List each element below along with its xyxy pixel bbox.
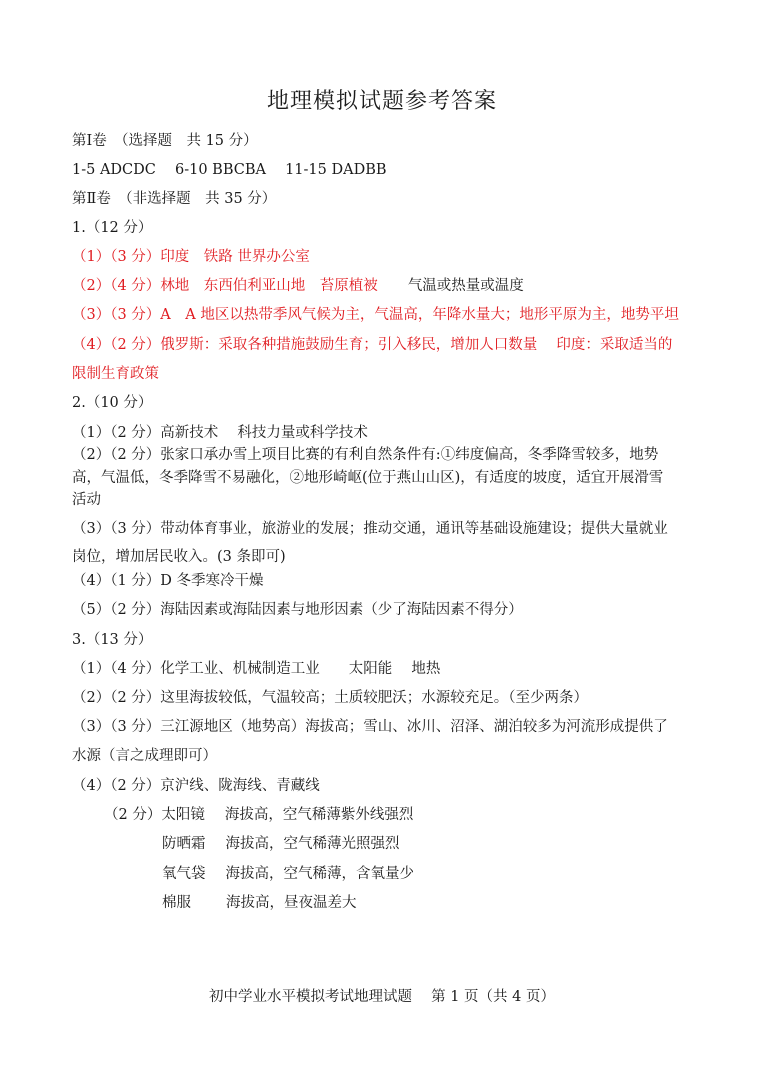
q1-answer-2-black: 气温或热量或温度	[407, 278, 524, 294]
q3-item-prefix: （2 分）	[104, 807, 162, 823]
q3-item-reason: 海拔高，空气稀薄，含氧量少	[225, 866, 414, 882]
q2-answer-4: （4）（1 分）D 冬季寒冷干燥	[72, 573, 264, 589]
part1-answers: 1-5 ADCDC 6-10 BBCBA 11-15 DADBB	[72, 162, 387, 178]
q1-answer-2-red: （2）（4 分）林地 东西伯利亚山地 苔原植被	[72, 278, 378, 294]
q3-item-row	[162, 835, 764, 854]
q2-answer-2-line1: （2）（2 分）张家口承办雪上项目比赛的有利自然条件有:①纬度偏高，冬季降雪较多，地势	[72, 447, 659, 463]
q3-answer-3-line1: （3）（3 分）三江源地区（地势高）海拔高；雪山、冰川、沼泽、湖泊较多为河流形成提供了	[72, 719, 668, 735]
q3-item-row	[104, 806, 740, 825]
q2-answer-5: （5）（2 分）海陆因素或海陆因素与地形因素（少了海陆因素不得分）	[72, 602, 523, 618]
page-title: 地理模拟试题参考答案	[266, 89, 497, 114]
q3-item-row	[162, 865, 764, 884]
q1-answer-1: （1）（3 分）印度 铁路 世界办公室	[72, 249, 310, 265]
q3-answer-2: （2）（2 分）这里海拔较低，气温较高；土质较肥沃；水源较充足。（至少两条）	[72, 690, 589, 706]
q3-item-reason: 海拔高，昼夜温差大	[226, 895, 357, 911]
q1-answer-3: （3）（3 分）A A 地区以热带季风气候为主，气温高，年降水量大；地形平原为主，地势平坦	[72, 307, 679, 323]
q2-answer-2-line2: 高，气温低，冬季降雪不易融化，②地形崎岖(位于燕山山区)，有适度的坡度，适宜开展滑雪	[72, 470, 664, 486]
page-footer: 初中学业水平模拟考试地理试题 第 1 页（共 4 页）	[209, 989, 555, 1005]
q3-item-name: 太阳镜	[161, 807, 205, 823]
q3-item-name: 防晒霜	[162, 836, 206, 852]
q3-answer-3-line2: 水源（言之成理即可）	[72, 748, 217, 764]
q2-answer-3-line2: 岗位，增加居民收入。(3 条即可)	[72, 549, 286, 565]
q1-header: 1.（12 分）	[72, 220, 153, 236]
q2-header: 2.（10 分）	[72, 395, 153, 411]
q3-answer-1: （1）（4 分）化学工业、机械制造工业 太阳能 地热	[72, 661, 441, 677]
q3-item-reason: 海拔高，空气稀薄紫外线强烈	[224, 807, 414, 823]
q3-item-name: 氧气袋	[162, 866, 206, 882]
q2-answer-1: （1）（2 分）高新技术 科技力量或科学技术	[72, 425, 368, 441]
q3-item-row	[162, 894, 764, 913]
q3-item-reason: 海拔高，空气稀薄光照强烈	[225, 836, 400, 852]
q3-header: 3.（13 分）	[72, 632, 153, 648]
q1-answer-4-line1: （4）（2 分）俄罗斯：采取各种措施鼓励生育；引入移民，增加人口数量 印度：采取适当的	[72, 337, 673, 353]
q2-answer-3-line1: （3）（3 分）带动体育事业，旅游业的发展；推动交通，通讯等基础设施建设；提供大量就业	[72, 521, 668, 537]
q2-answer-2-line3: 活动	[72, 492, 101, 508]
part2-header: 第Ⅱ卷 （非选择题 共 35 分）	[72, 191, 277, 207]
q1-answer-2	[72, 277, 708, 296]
part1-header: 第Ⅰ卷 （选择题 共 15 分）	[72, 133, 258, 149]
q3-item-name: 棉服	[162, 895, 191, 911]
q1-answer-4-line2: 限制生育政策	[72, 366, 159, 382]
q3-answer-4: （4）（2 分）京沪线、陇海线、青藏线	[72, 778, 320, 794]
